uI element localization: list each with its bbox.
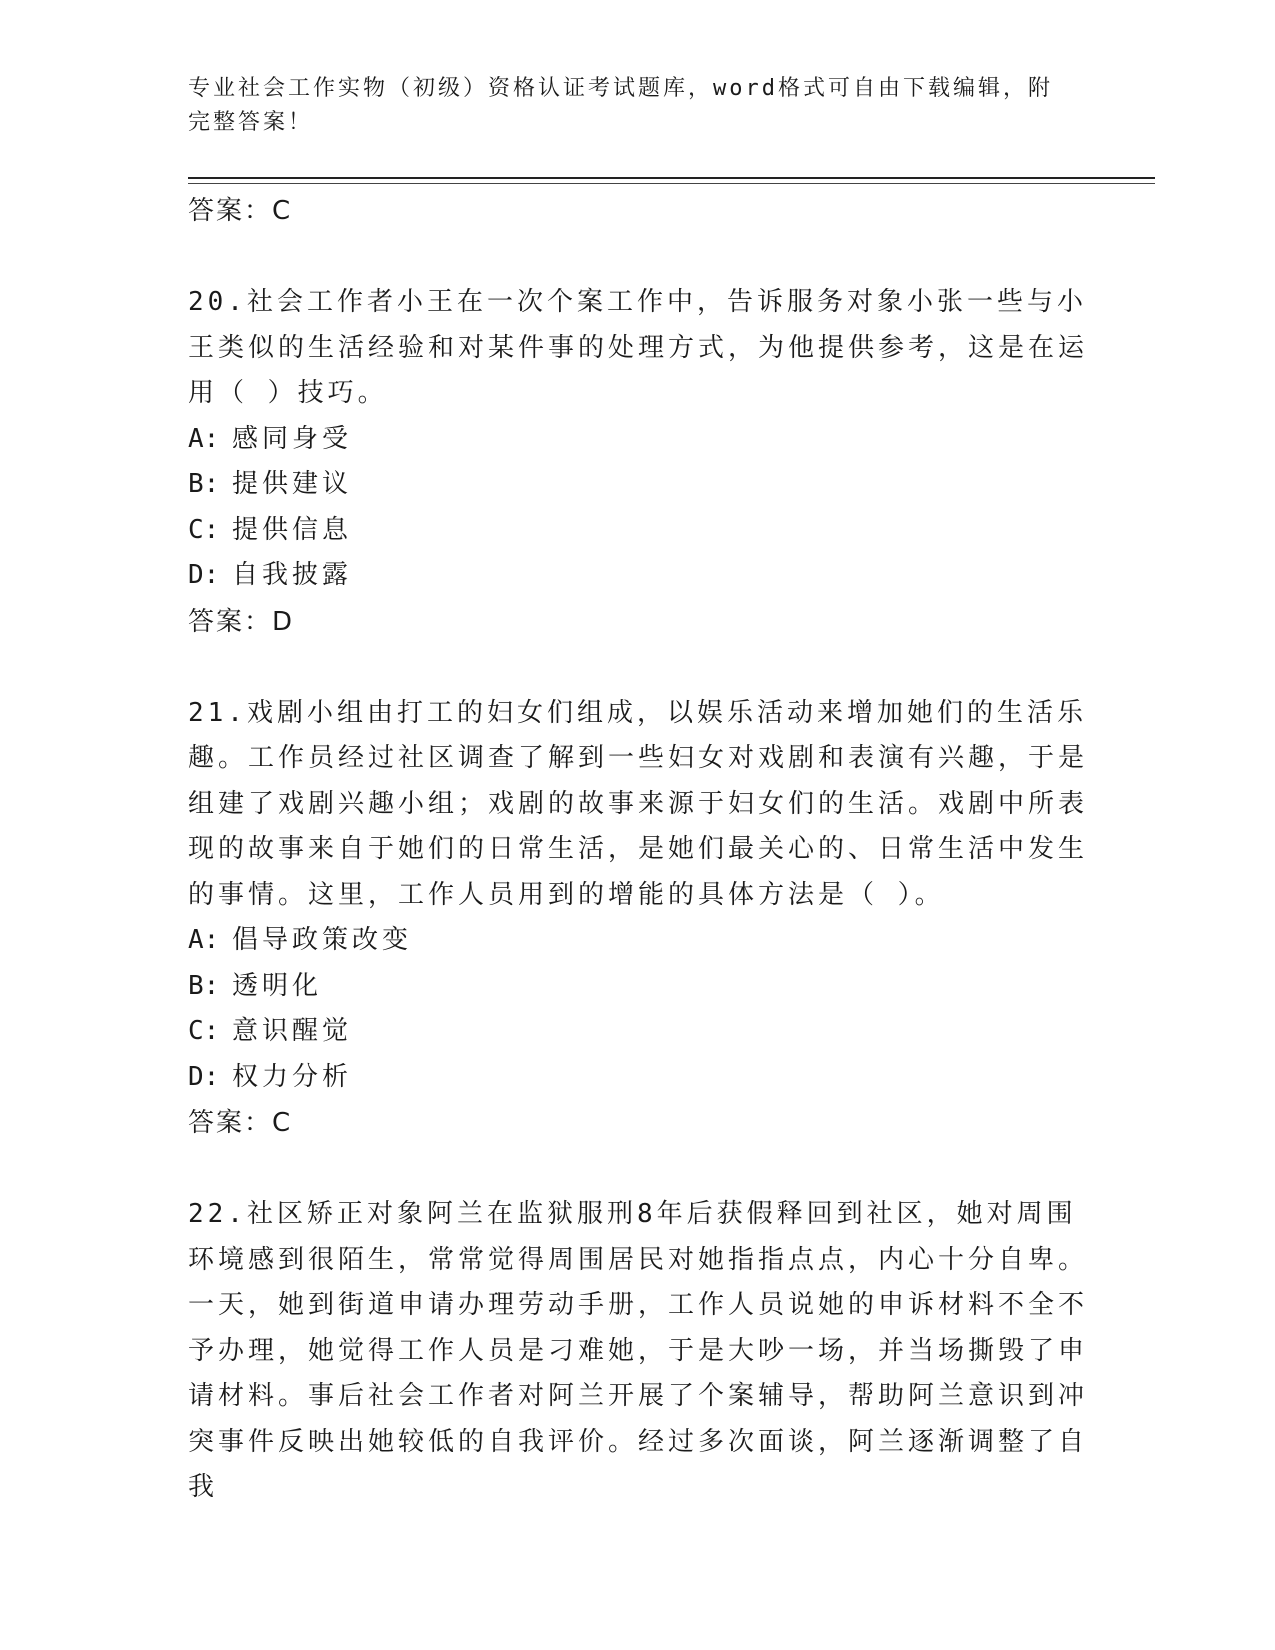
option-d [188,553,1088,599]
option-c [188,508,1088,554]
option-b [188,462,1088,508]
option-letter: A: [188,925,220,955]
option-b [188,964,1088,1010]
option-letter: D: [188,560,220,590]
option-a [188,417,1088,463]
option-c [188,1009,1088,1055]
question-20 [188,280,1088,645]
header-divider-thin [188,183,1155,184]
question-stem: 21.戏剧小组由打工的妇女们组成，以娱乐活动来增加她们的生活乐趣。工作员经过社区调查了解到一些妇女对戏剧和表演有兴趣，于是组建了戏剧兴趣小组；戏剧的故事来源于妇女们的生活。戏剧中所表现的故事来自于她们的日常生活，是她们最关心的、日常生活中发生的事情。这里，工作人员用到的增能的具体方法是（ ）。 [188,697,1089,910]
option-a [188,918,1088,964]
document-body [188,188,1088,1511]
option-d [188,1055,1088,1101]
option-letter: C: [188,514,220,545]
option-text: 自我披露 [232,560,353,590]
question-22 [188,1192,1088,1511]
option-text: 倡导政策改变 [232,925,413,955]
header-divider-thick [188,177,1155,179]
previous-answer: 答案：C [188,196,293,226]
option-text: 感同身受 [232,423,353,454]
page-header-text: 专业社会工作实物（初级）资格认证考试题库，word格式可自由下载编辑，附完整答案！ [188,76,1053,135]
question-21 [188,691,1088,1147]
option-letter: B: [188,469,220,499]
question-answer: 答案：D [188,606,295,637]
option-text: 提供信息 [232,514,353,545]
option-text: 提供建议 [232,469,353,499]
question-answer: 答案：C [188,1108,293,1138]
option-letter: A: [188,423,220,454]
option-letter: B: [188,970,220,1001]
option-text: 透明化 [232,970,323,1001]
option-text: 意识醒觉 [232,1016,353,1046]
option-text: 权力分析 [232,1061,353,1092]
option-letter: D: [188,1061,220,1092]
option-letter: C: [188,1016,220,1046]
question-stem: 22.社区矫正对象阿兰在监狱服刑8年后获假释回到社区，她对周围环境感到很陌生，常常觉得周围居民对她指指点点，内心十分自卑。一天，她到街道申请办理劳动手册，工作人员说她的申诉材料不全不予办理，她觉得工作人员是刁难她，于是大吵一场，并当场撕毁了申请材料。事后社会工作者对阿兰开展了个案辅导，帮助阿兰意识到冲突事件反映出她较低的自我评价。经过多次面谈，阿兰逐渐调整了自我 [188,1199,1089,1502]
question-stem: 20.社会工作者小王在一次个案工作中，告诉服务对象小张一些与小王类似的生活经验和对某件事的处理方式，为他提供参考，这是在运用（ ）技巧。 [188,287,1089,408]
